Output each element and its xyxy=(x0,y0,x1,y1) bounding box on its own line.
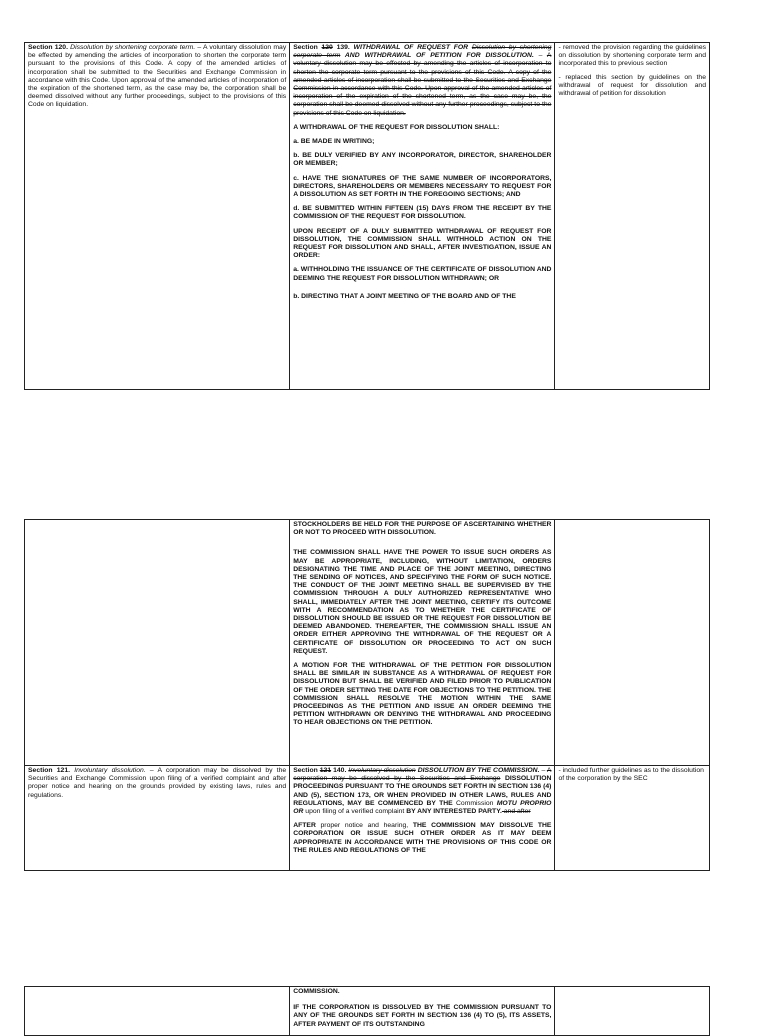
section-body: A voluntary dissolution may be effected by amending the articles of incorporation to shorten the corporate term pursuant to the provisions of this Code. A copy of the amended articles of incorporation shall be submitted to the Securities and Exchange Commission in accordance with this Code. Upon approval of the amended articles of incorporation of the expiration of the shortened term, as the case may be, the corporation shall be deemed dissolved without any further proceedings, subject to the provisions of this Code on liquidation. xyxy=(28,44,287,109)
deleted-body-text: A voluntary dissolution may be effected by amending the articles of incorporation to shorten the corporate term pursuant to the provisions of this Code. A copy of the amended articles of incorporation shall be submitted to the Securities and Exchange Commission in accordance with this Code. Upon approval of the amended articles of incorporation of the expiration of the shortened term, as the case may be, the corporation shall be deemed dissolved without any further proceedings, subject to the provisions of this Code on liquidation. xyxy=(293,52,552,117)
original-provision-column xyxy=(25,987,290,1035)
upon-receipt-paragraph: UPON RECEIPT OF A DULY SUBMITTED WITHDRAWAL OF REQUEST FOR DISSOLUTION, THE COMMISSION SHALL WITHHOLD ACTION ON THE REQUEST FOR DISSOLUTION AND SHALL, AFTER INVESTIGATION, ISSUE AN ORDER: xyxy=(293,227,552,260)
new-title-text: WITHDRAWAL OF REQUEST FOR xyxy=(349,44,472,51)
amended-continuation-cell xyxy=(290,520,554,765)
original-empty-cell xyxy=(25,520,289,765)
original-section-121: Section 121. Involuntary dissolution. – A corporation may be dissolved by the Securities and Exchange Commission upon filing of a verified complaint and after proper notice and hearing on the grounds provided by existing laws, rules and regulations. xyxy=(25,765,289,870)
requirement-b: b. BE DULY VERIFIED BY ANY INCORPORATOR, DIRECTOR, SHAREHOLDER OR MEMBER; xyxy=(293,152,552,168)
requirement-c: c. HAVE THE SIGNATURES OF THE SAME NUMBER OF INCORPORATORS, DIRECTORS, SHAREHOLDERS OR MEMBERS NECESSARY TO REQUEST FOR A DISSOLUTION AS SET FORTH IN THE FOREGOING SECTIONS; AND xyxy=(293,174,552,199)
amended-section-140: Section 121 140. Involuntary dissolution DISSOLUTION BY THE COMMISSION. – A corporation may be dissolved by the Securities and Exchange DISSOLUTION PROCEEDINGS PURSUANT TO THE GROUNDS SET FORTH IN SECTION 136 (4) AND (5), SECTION 173, OR WHEN PROVIDED IN OTHER LAWS, RULES AND REGULATIONS, MAY BE COMMENCED BY THE Commission MOTU PROPRIO OR upon filing of a verified complaint BY ANY INTERESTED PARTY. and after AFTER proper notice and hearing, THE COMMISSION MAY DISSOLVE THE CORPORATION OR ISSUE SUCH OTHER ORDER AS IT MAY DEEM APPROPRIATE IN ACCORDANCE WITH THE PROVISIONS OF THIS CODE OR THE RULES AND REGULATIONS OF THE xyxy=(290,765,554,870)
amended-section-heading: Section 120 139. WITHDRAWAL OF REQUEST FOR Dissolution by shortening corporate term AND WITHDRAWAL OF PETITION FOR DISSOLUTION. – A voluntary dissolution may be effected by amending the articles of incorporation to shorten the corporate term pursuant to the provisions of this Code. A copy of the amended articles of incorporation shall be submitted to the Securities and Exchange Commission in accordance with this Code. Upon approval of the amended articles of incorporation of the expiration of the shortened term, as the case may be, the corporation shall be deemed dissolved without any further proceedings, subject to the provisions of this Code on liquidation. xyxy=(293,44,552,117)
remark-section-140: - included further guidelines as to the dissolution of the corporation by the SEC xyxy=(555,765,709,870)
amended-provision-column xyxy=(290,987,555,1035)
requirement-a: a. BE MADE IN WRITING; xyxy=(293,138,375,146)
deleted-title-text: Dissolution by shortening corporate term xyxy=(293,44,552,60)
commission-word: COMMISSION. xyxy=(293,988,340,995)
comparison-table-page-3 xyxy=(24,986,710,1036)
section-number: Section 120. xyxy=(28,44,68,51)
new-section-number: 139. xyxy=(332,44,350,51)
remarks-column xyxy=(555,987,709,1035)
original-provision-column: Section 120. Dissolution by shortening corporate term. – A voluntary dissolution may be effected by amending the articles of incorporation to shorten the corporate term pursuant to the provisions of this Code. A copy of the amended articles of incorporation shall be submitted to the Securities and Exchange Commission in accordance with this Code. Upon approval of the amended articles of incorporation of the expiration of the shortened term, as the case may be, the corporation shall be deemed dissolved without any further proceedings, subject to the provisions of this Code on liquidation. xyxy=(25,43,290,389)
new-title-text-2: AND WITHDRAWAL OF PETITION FOR DISSOLUTION. xyxy=(340,52,534,60)
joint-meeting-paragraph: STOCKHOLDERS BE HELD FOR THE PURPOSE OF ASCERTAINING WHETHER OR NOT TO PROCEED WITH DISSOLUTION. xyxy=(293,521,552,537)
remark-1: - removed the provision regarding the guidelines on dissolution by shortening corporate term and incorporated this to previous section xyxy=(558,44,706,68)
remarks-column xyxy=(555,43,709,389)
motion-withdrawal-paragraph: A MOTION FOR THE WITHDRAWAL OF THE PETITION FOR DISSOLUTION SHALL BE SIMILAR IN SUBSTANCE AS A WITHDRAWAL OF REQUEST FOR DISSOLUTION BUT SHALL BE VERIFIED AND FILED PRIOR TO PUBLICATION OF THE ORDER SETTING THE DATE FOR OBJECTIONS TO THE PETITION. THE COMMISSION SHALL RESOLVE THE MOTION WITHIN THE SAME PROCEEDINGS AS THE PETITION AND ISSUE AN ORDER DEEMING THE PETITION WITHDRAWN OR DENYING THE WITHDRAWAL AND PROCEEDING TO HEAR OBJECTIONS ON THE PETITION. xyxy=(293,662,552,727)
amended-provision-column xyxy=(290,520,555,870)
remarks-column xyxy=(555,520,709,870)
amended-provision-column xyxy=(290,43,555,389)
comparison-table-page-2 xyxy=(24,519,710,871)
original-provision-column xyxy=(25,520,290,870)
deleted-section-number: 120 xyxy=(321,44,333,51)
section-title: Dissolution by shortening corporate term. xyxy=(70,44,196,51)
withdrawal-requirements-intro: A WITHDRAWAL OF THE REQUEST FOR DISSOLUTION SHALL: xyxy=(293,123,500,131)
commission-power-paragraph: THE COMMISSION SHALL HAVE THE POWER TO ISSUE SUCH ORDERS AS MAY BE APPROPRIATE, INCLUDING, WITHOUT LIMITATION, ORDERS DESIGNATING THE TIME AND PLACE OF THE JOINT MEETING, DIRECTING THE SENDING OF NOTICES, AND SPECIFYING THE FORM OF SUCH NOTICE. THE CONDUCT OF THE JOINT MEETING SHALL BE SUPERVISED BY THE COMMISSION THROUGH A DULY AUTHORIZED REPRESENTATIVE WHO SHALL, IMMEDIATELY AFTER THE JOINT MEETING, CERTIFY ITS OUTCOME WITH A RECOMMENDATION AS TO WHETHER THE CERTIFICATE OF DISSOLUTION SHOULD BE ISSUED OR THE REQUEST FOR DISSOLUTION BE DEEMED ABANDONED. THEREAFTER, THE COMMISSION SHALL ISSUE AN ORDER EITHER APPROVING THE WITHDRAWAL OF THE REQUEST OR A CERTIFICATE OF DISSOLUTION OR PROCEEDING TO ACT ON SUCH REQUEST. xyxy=(293,549,552,655)
comparison-table-page-1 xyxy=(24,42,710,390)
remarks-empty-cell xyxy=(555,520,709,765)
remark-2: - replaced this section by guidelines on the withdrawal of request for dissolution and withdrawal of petition for dissolution xyxy=(558,73,706,98)
order-a: a. WITHHOLDING THE ISSUANCE OF THE CERTIFICATE OF DISSOLUTION AND DEEMING THE REQUEST FOR DISSOLUTION WITHDRAWN; OR xyxy=(293,266,552,282)
requirement-d: d. BE SUBMITTED WITHIN FIFTEEN (15) DAYS FROM THE RECEIPT BY THE COMMISSION OF THE REQUEST FOR DISSOLUTION. xyxy=(293,205,552,221)
dissolved-by-commission-paragraph: IF THE CORPORATION IS DISSOLVED BY THE COMMISSION PURSUANT TO ANY OF THE GROUNDS SET FORTH IN SECTION 136 (4) TO (5), ITS ASSETS, AFTER PAYMENT OF ITS OUTSTANDING xyxy=(293,1004,552,1028)
order-b: b. DIRECTING THAT A JOINT MEETING OF THE BOARD AND OF THE xyxy=(293,292,516,300)
